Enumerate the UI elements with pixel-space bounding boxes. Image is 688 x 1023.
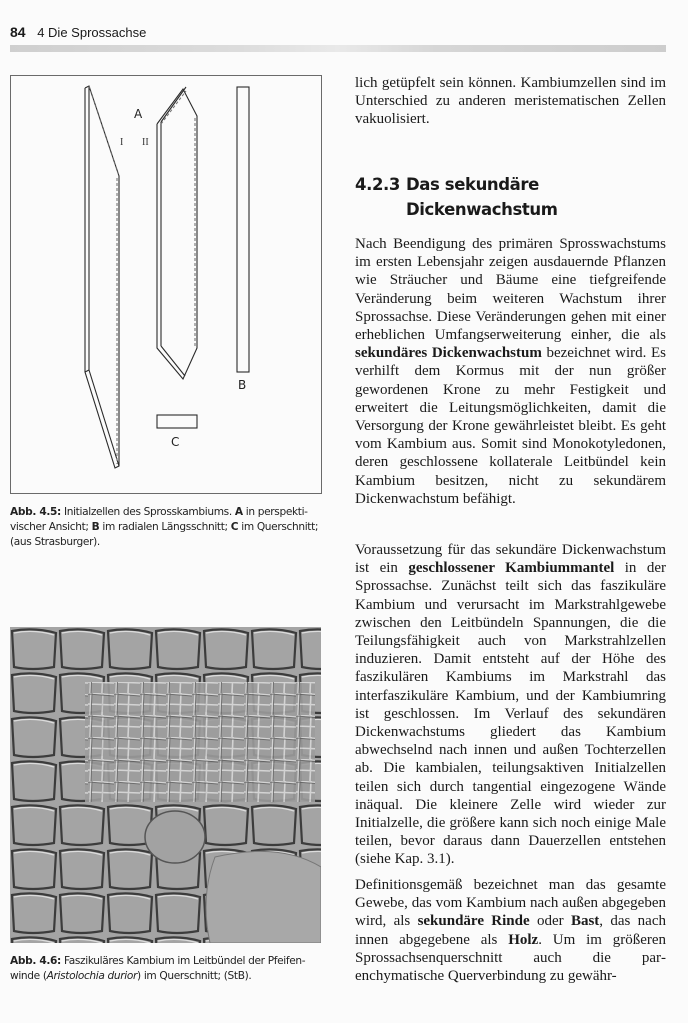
cambium-initial-cells-drawing [11, 76, 321, 493]
figure-4-5 [10, 75, 322, 494]
paragraph-2: Voraussetzung für das sekundäre Dickenwachstum ist ein geschlossener Kambiummantel in der Sprossachse. Zunächst teilt sich das faszikuläre Kambium und verursacht im Markstrahlgewebe zwischen den Leitbündeln Spannungen, die die Teilungsfähigkeit auch von Markstrahlzellen induzieren. Damit entsteht auf der Höhe des faszikulären Kambiums im Markstrahl das interfaszikuläre Kambium, und der Kambiumring ist geschlossen. Im Verlauf des sekundären Dickenwachstums gliedert das Kambium abwechselnd nach innen und außen Tochterzellen ab. Die kambialen, teilungsaktiven Initialzellen teilen sich durch tangential eingezogene Wände inäqual. Die kleinere Zelle wird wieder zur Initialzelle, die größere kann sich noch einige Male teilen, bevor daraus dann Dauerzellen entstehen (siehe Kap. 3.1). [355, 542, 666, 868]
section-heading [355, 172, 558, 222]
term-secondary-growth: sekundäres Dickenwachstum [355, 345, 542, 362]
figure-4-6-micrograph [10, 627, 321, 943]
header-rule [10, 45, 666, 52]
section-number: 4.2.3 [355, 175, 400, 194]
section-title-line2: Dickenwachstum [406, 200, 558, 219]
figure-4-5-caption: Abb. 4.5: Initialzellen des Sprosskambiums. A in perspektivischer Ansicht; B im radialen Längsschnitt; C im Querschnitt; (aus Strasburger). [10, 506, 319, 548]
caption-label: Abb. 4.6: [10, 955, 61, 967]
intro-paragraph: lich getüpfelt sein können. Kambiumzellen sind im Unterschied zu anderen meristematischen Zellen vakuolisiert. [355, 75, 666, 128]
chapter-title: 4 Die Sprossachse [37, 25, 147, 40]
figure-4-6-caption: Abb. 4.6: Faszikuläres Kambium im Leitbündel der Pfeifenwinde (Aristolochia durior) im Querschnitt; (StB). [10, 955, 306, 982]
term-cambium-mantle: geschlossener Kambiummantel [408, 560, 615, 577]
term-bast: Bast [570, 913, 600, 930]
page-number: 84 [10, 24, 26, 40]
running-header [10, 24, 146, 40]
species-name: Aristolochia durior [46, 970, 138, 982]
paragraph-1: Nach Beendigung des primären Sprosswachstums im ersten Lebensjahr zeigen ausdauernde Pflanzen wie Sträucher und Bäume eine tiefgreifende Veränderung beim weiteren Wachstum ihrer Sprossachse. Diese Veränderungen gehen mit einer erheblichen Umfangserweiterung einher, die als sekundäres Dickenwachstum bezeichnet wird. Es verhilft dem Kormus mit der nun größer gewordenen Krone zu mehr Festigkeit und erweitert die Leitungsmöglichkeiten, damit die Versorgung der Krone gewährleistet bleibt. Es geht vom Kambium aus. Somit sind Monokotyledonen, deren geschlossene kollaterale Leitbündel kein Kambium besitzen, nicht zu sekundärem Dickenwachstum befähigt. [355, 236, 666, 507]
label-B: B [238, 378, 247, 392]
term-secondary-bark: sekundäre Rinde [417, 913, 530, 930]
label-I: I [120, 137, 124, 148]
paragraph-3: Definitionsgemäß bezeichnet man das gesamte Gewebe, das vom Kambium nach außen abgegeben wird, als sekundäre Rinde oder Bast, das nach innen abgegebene als Holz. Um im größeren Sprossachsenquerschnitt auch die parenchymatische Querverbindung zu gewähr- [355, 877, 667, 985]
caption-label: Abb. 4.5: [10, 506, 61, 518]
label-A: A [134, 107, 143, 121]
cell-tissue-image [10, 627, 321, 943]
label-II: II [142, 137, 149, 148]
label-C: C [171, 435, 180, 449]
term-wood: Holz [508, 931, 539, 948]
section-title-line1: Das sekundäre [406, 175, 539, 194]
